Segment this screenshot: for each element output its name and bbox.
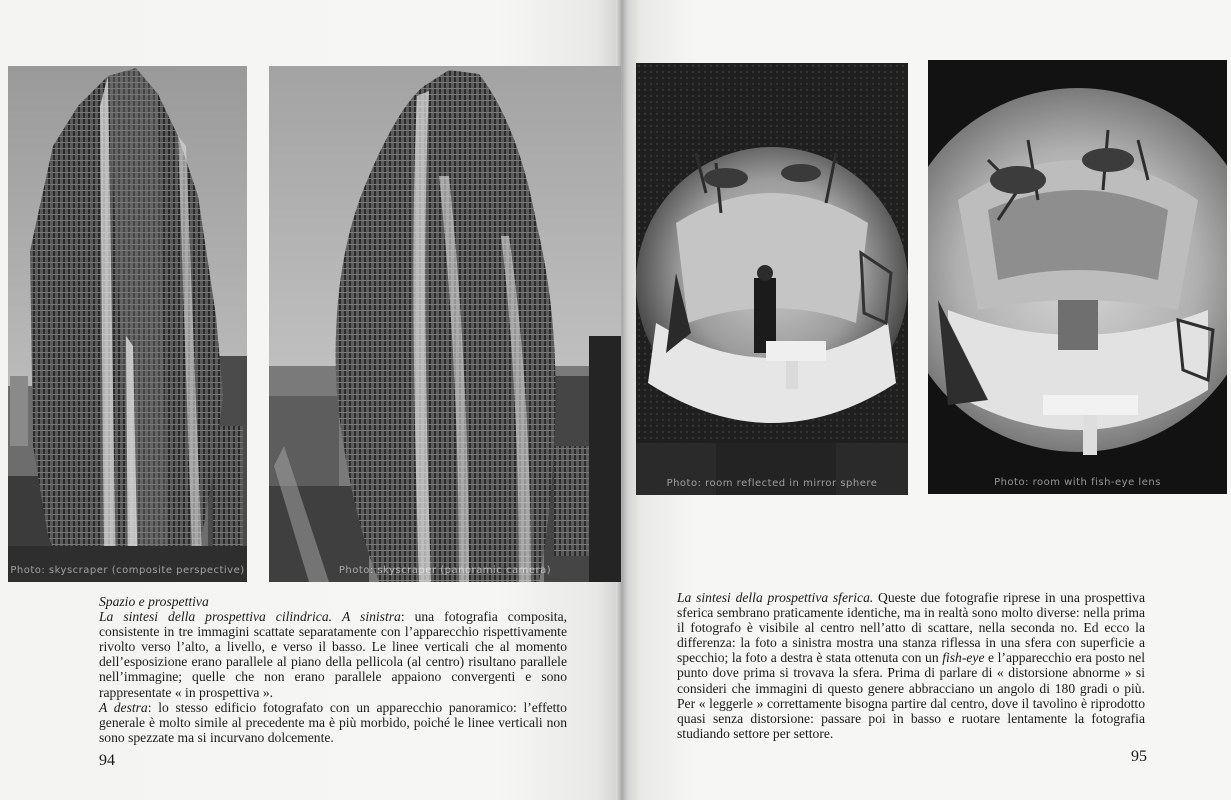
fisheye-term: fish-eye [942, 650, 985, 666]
photo-label: Photo: skyscraper (panoramic camera) [338, 565, 552, 576]
caption-lead-left: A sinistra [342, 609, 401, 625]
caption-lead-right: A destra [99, 699, 148, 715]
caption-paragraph-2 [99, 700, 567, 745]
skyscraper-composite-illustration [8, 66, 247, 582]
skyscraper-panoramic-illustration [269, 66, 621, 582]
page-number-right: 95 [1131, 748, 1147, 765]
skyscraper-composite-photo [8, 66, 247, 582]
photo-label: Photo: skyscraper (composite perspective) [10, 565, 245, 576]
mirror-sphere-illustration [636, 63, 908, 495]
caption-body: Queste due fotografie riprese in una prospettiva sferica sembrano praticamente identiche, ma in realtà sono molto diverse: nella prima il fotografo è visibile al centro nell’atto di scattare, nella seconda no. Ed ecco la differenza: la foto a sinistra mostra una stanza riflessa in una sfera con superficie a specchio; la foto a destra è stata ottenuta con un [677, 590, 1146, 666]
caption-title: La sintesi della prospettiva sferica. [677, 590, 874, 605]
left-caption [99, 594, 567, 745]
caption-paragraph-1 [99, 609, 567, 700]
section-title: Spazio e prospettiva [99, 594, 209, 609]
caption-body: e l’apparecchio era posto nel punto dove prima si trovava la sfera. Prima di parlare di « distorsione abnorme » si consideri che immagini di questo genere abbracciano un angolo di 180 gradi o più. Per « leggerle » correttamente bisogna partire dal centro, dove il tavolino è riprodotto quasi senza distorsione: passare poi in basso e ruotare lentamente la fotografia studiando settore per settore. [677, 650, 1145, 741]
caption-title: La sintesi della prospettiva cilindrica. [99, 609, 333, 625]
fisheye-room-photo [928, 60, 1227, 494]
mirror-sphere-photo [636, 63, 908, 495]
fisheye-room-illustration [928, 60, 1227, 494]
caption-body: : una fotografia composita, consistente in tre immagini scattate separatamente con l’apparecchio rispettivamente rivolto verso l’alto, a livello, e verso il basso. Le linee verticali che al momento dell’esposizione erano parallele al piano della pellicola (al centro) risultano parallele nell’immagine; quelle che non erano parallele appaiono convergenti e sono rappresentate « in prospettiva ». [99, 609, 567, 700]
photo-label: Photo: room reflected in mirror sphere [666, 478, 878, 489]
skyscraper-panoramic-photo [269, 66, 621, 582]
caption-body: : lo stesso edificio fotografato con un apparecchio panoramico: l’effetto generale è molto simile al precedente ma è più morbido, poiché le linee verticali non sono spezzate ma si incurvano dolcemente. [99, 699, 567, 745]
photo-label: Photo: room with fish-eye lens [994, 477, 1161, 488]
right-caption [677, 590, 1145, 741]
page-number-left: 94 [99, 752, 115, 769]
caption-paragraph [677, 590, 1145, 741]
